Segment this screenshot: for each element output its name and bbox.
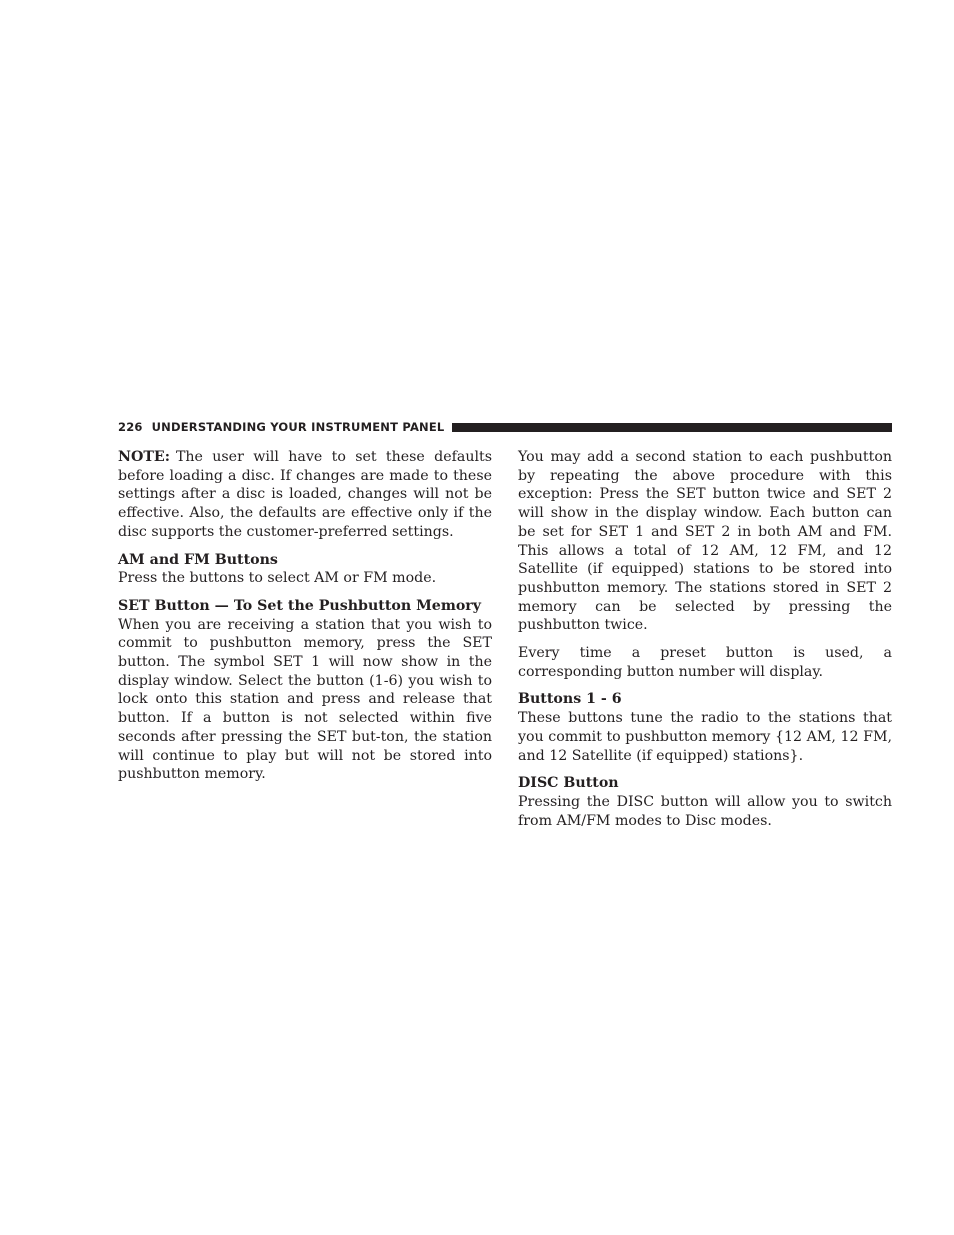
section-title: UNDERSTANDING YOUR INSTRUMENT PANEL	[151, 420, 445, 434]
page-number: 226	[118, 420, 143, 434]
page-header	[118, 420, 892, 434]
preset-text: Every time a preset button is used, a corresponding button number will display.	[518, 645, 892, 680]
left-column	[118, 448, 492, 793]
right-column	[518, 448, 892, 839]
disc-button-text: Pressing the DISC button will allow you to switch from AM/FM modes to Disc modes.	[518, 793, 892, 829]
set-button-heading: SET Button — To Set the Pushbutton Memory	[118, 597, 482, 614]
am-fm-text: Press the buttons to select AM or FM mode.	[118, 570, 437, 587]
second-station-text: You may add a second station to each pushbutton by repeating the above procedure with this exception: Press the SET button twice and SET 2 will show in the display window. Each button can be set for SET 1 and SET 2 in both AM and FM. This allows a total of 12 AM, 12 FM, and 12 Satellite (if equipped) stations to be stored into pushbutton memory. The stations stored in SET 2 memory can be selected by pressing the pushbutton twice.	[518, 449, 892, 634]
header-rule	[452, 423, 892, 432]
note-text: The user will have to set these defaults before loading a disc. If changes are made to these settings after a disc is loaded, changes will not be effective. Also, the defaults are effective only if the disc supports the customer-preferred settings.	[118, 449, 492, 540]
set-button-text: When you are receiving a station that you wish to commit to pushbutton memory, press the SET button. The symbol SET 1 will now show in the display window. Select the button (1-6) you wish to lock onto this station and press and release that button. If a button is not selected within five seconds after pressing the SET but-ton, the station will continue to play but will not be stored into pushbutton memory.	[118, 616, 492, 783]
am-fm-heading: AM and FM Buttons	[118, 551, 278, 568]
buttons-1-6-text: These buttons tune the radio to the stations that you commit to pushbutton memory {12 AM, 12 FM, and 12 Satellite (if equipped) stations}.	[518, 710, 892, 764]
note-paragraph	[118, 448, 492, 542]
disc-button-heading: DISC Button	[518, 775, 619, 792]
note-label: NOTE:	[118, 449, 170, 465]
buttons-1-6-heading: Buttons 1 - 6	[518, 691, 622, 708]
